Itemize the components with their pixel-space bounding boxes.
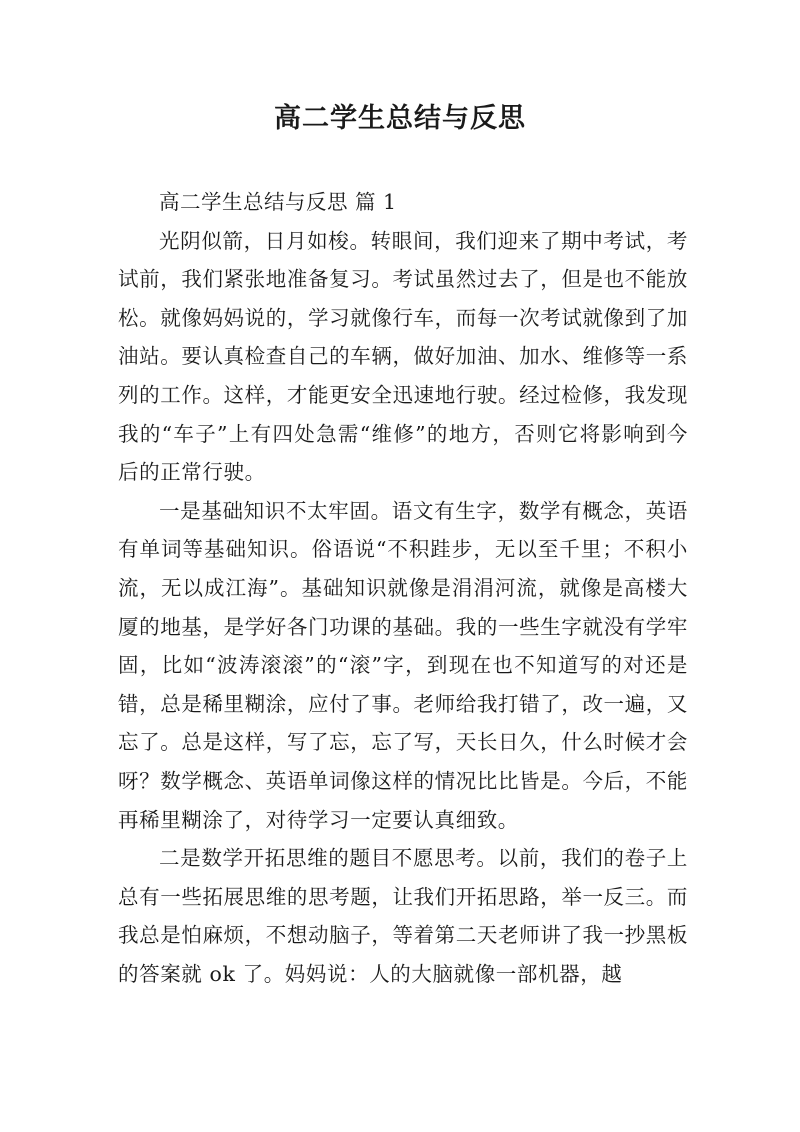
document-title: 高二学生总结与反思 — [274, 103, 526, 134]
body-paragraph: 一是基础知识不太牢固。语文有生字，数学有概念，英语有单词等基础知识。俗语说“不积跬步，无以至千里；不积小流，无以成江海”。基础知识就像是涓涓河流，就像是高楼大厦的地基，是学好各门功课的基础。我的一些生字就没有学牢固，比如“波涛滚滚”的“滚”字，到现在也不知道写的对还是错，总是稀里糊涂，应付了事。老师给我打错了，改一遍，又忘了。总是这样，写了忘，忘了写，天长日久，什么时候才会呀？数学概念、英语单词像这样的情况比比皆是。今后，不能再稀里糊涂了，对待学习一定要认真细致。 — [118, 498, 688, 832]
document-body — [118, 183, 688, 993]
body-paragraph: 光阴似箭，日月如梭。转眼间，我们迎来了期中考试，考试前，我们紧张地准备复习。考试虽然过去了，但是也不能放松。就像妈妈说的，学习就像行车，而每一次考试就像到了加油站。要认真检查自己的车辆，做好加油、加水、维修等一系列的工作。这样，才能更安全迅速地行驶。经过检修，我发现我的“车子”上有四处急需“维修”的地方，否则它将影响到今后的正常行驶。 — [118, 228, 688, 485]
body-paragraph: 二是数学开拓思维的题目不愿思考。以前，我们的卷子上总有一些拓展思维的思考题，让我们开拓思路，举一反三。而我总是怕麻烦，不想动脑子，等着第二天老师讲了我一抄黑板的答案就 ok 了。妈妈说：人的大脑就像一部机器，越 — [118, 846, 688, 986]
section-heading: 高二学生总结与反思 篇 1 — [159, 190, 397, 214]
